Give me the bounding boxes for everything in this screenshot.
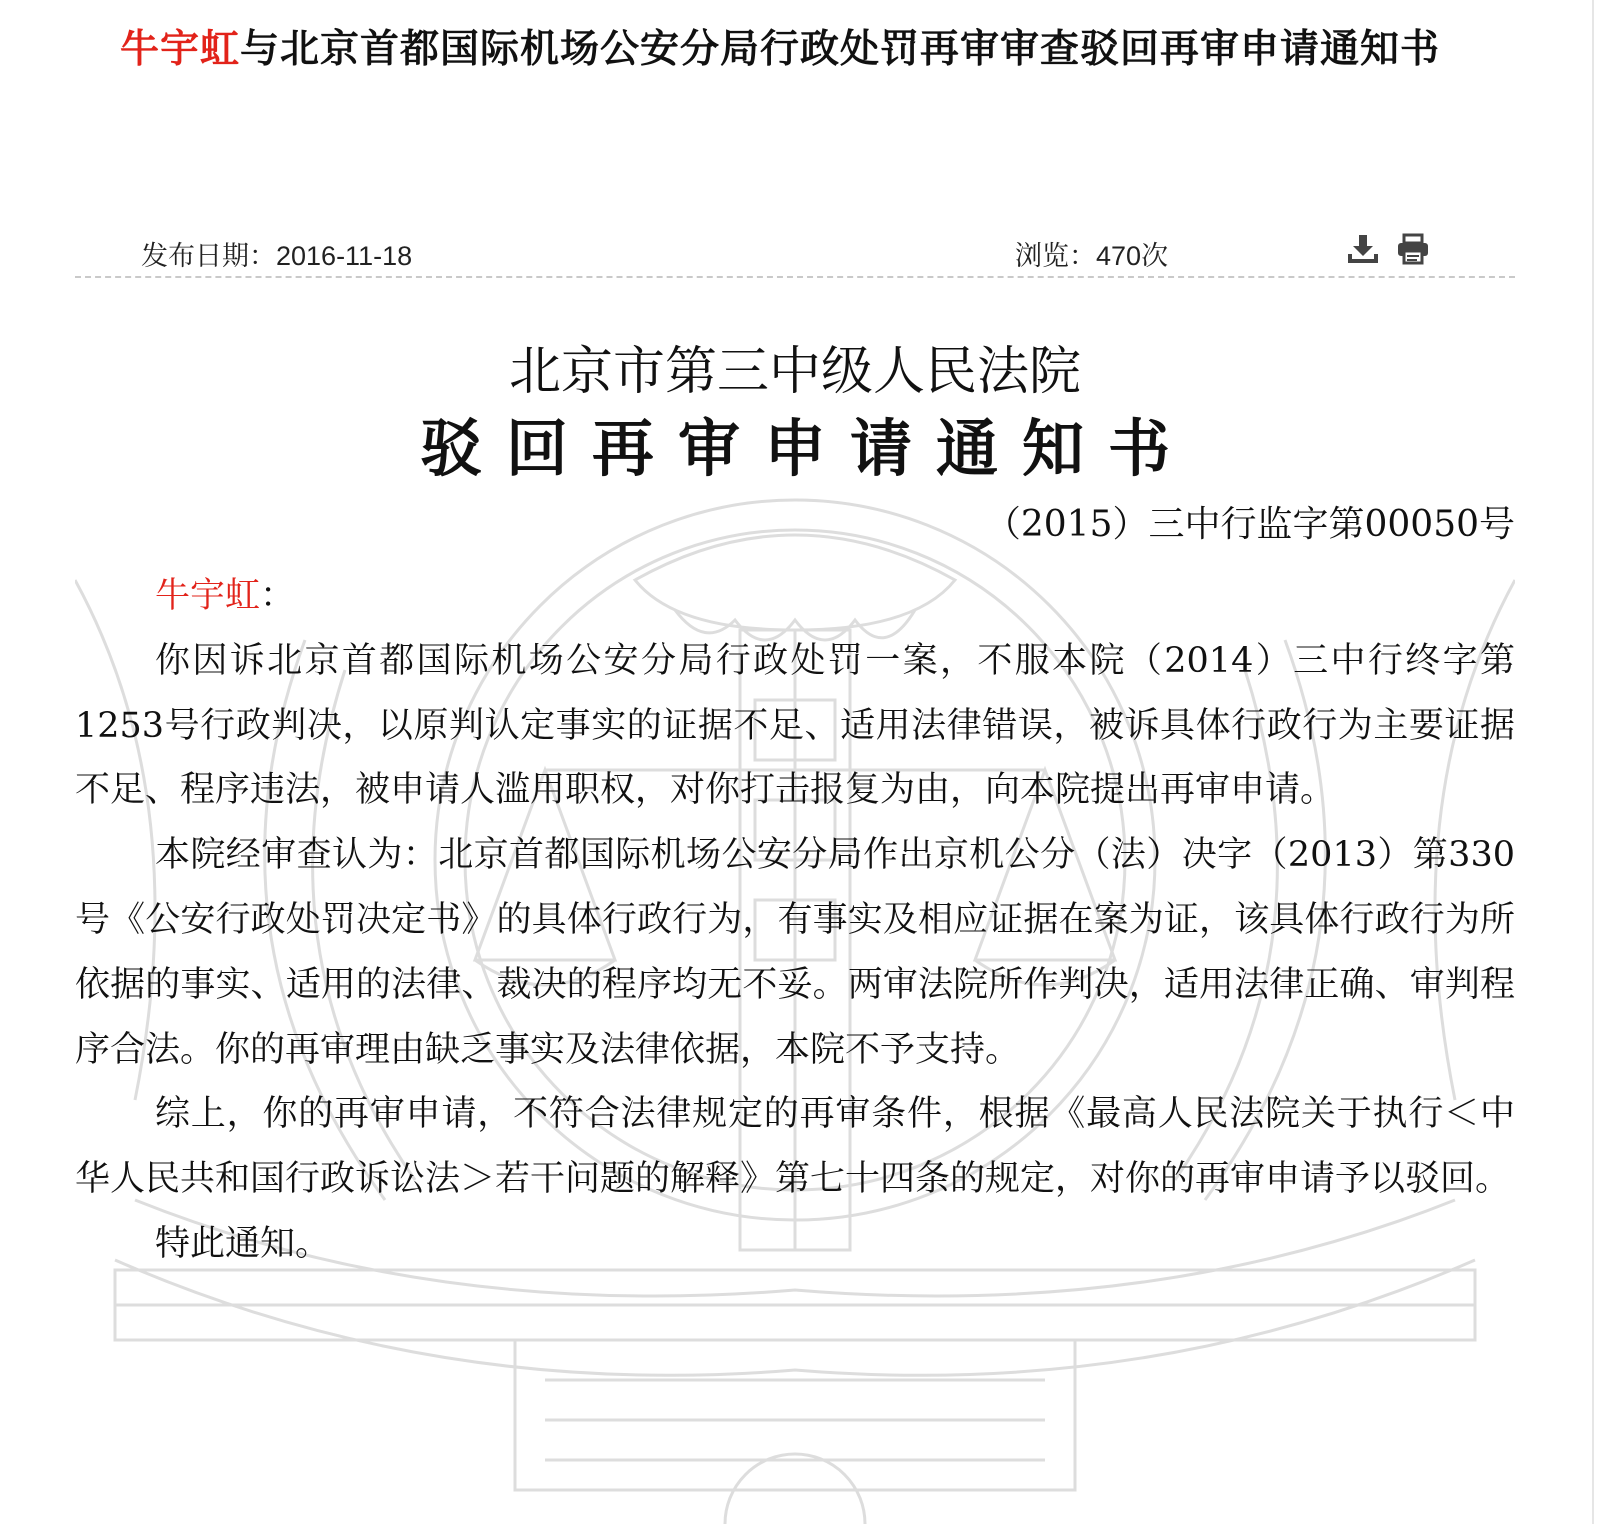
case-number: （2015）三中行监字第00050号 [984,504,1515,545]
views-label: 浏览： [1015,241,1096,271]
toolbar-icons [1345,232,1431,266]
views-unit: 次 [1141,241,1169,271]
addressee-name: 牛宇虹 [155,576,261,616]
closing-line: 特此通知。 [155,1223,331,1264]
notice-body [75,564,1515,1277]
addressee [75,564,1515,629]
paragraph-1: 你因诉北京首都国际机场公安分局行政处罚一案，不服本院（2014）三中行终字第1253号行政判决，以原判认定事实的证据不足、适用法律错误，被诉具体行政行为主要证据不足、程序违法，被申请人滥用职权，对你打击报复为由，向本院提出再审申请。 [75,640,1515,811]
document-type: 驳回再审申请通知书 [419,412,1194,485]
page-title [60,18,1500,82]
view-count [1015,234,1168,273]
paragraph-3: 综上，你的再审申请，不符合法律规定的再审条件，根据《最高人民法院关于执行＜中华人民共和国行政诉讼法＞若干问题的解释》第七十四条的规定，对你的再审申请予以驳回。 [75,1094,1515,1200]
publish-date-value: 2016-11-18 [276,241,413,271]
title-rest: 与北京首都国际机场公安分局行政处罚再审审查驳回再审申请通知书 [240,27,1441,72]
paragraph-2: 本院经审查认为：北京首都国际机场公安分局作出京机公分（法）决字（2013）第330号《公安行政处罚决定书》的具体行政行为，有事实及相应证据在案为证，该具体行政行为所依据的事实、适用的法律、裁决的程序均无不妥。两审法院所作判决，适用法律正确、审判程序合法。你的再审理由缺乏事实及法律依据，本院不予支持。 [75,835,1515,1070]
right-edge-border [1592,0,1594,1524]
meta-bar [75,228,1515,278]
court-name: 北京市第三中级人民法院 [508,342,1081,402]
addressee-suffix: ： [260,576,296,616]
views-value: 470 [1096,241,1142,271]
publish-date-label: 发布日期： [141,241,276,271]
party-name-highlight: 牛宇虹 [119,27,240,72]
print-icon[interactable] [1395,232,1431,266]
download-icon[interactable] [1345,232,1381,266]
notice-document [75,320,1515,1524]
publish-date [141,234,412,273]
